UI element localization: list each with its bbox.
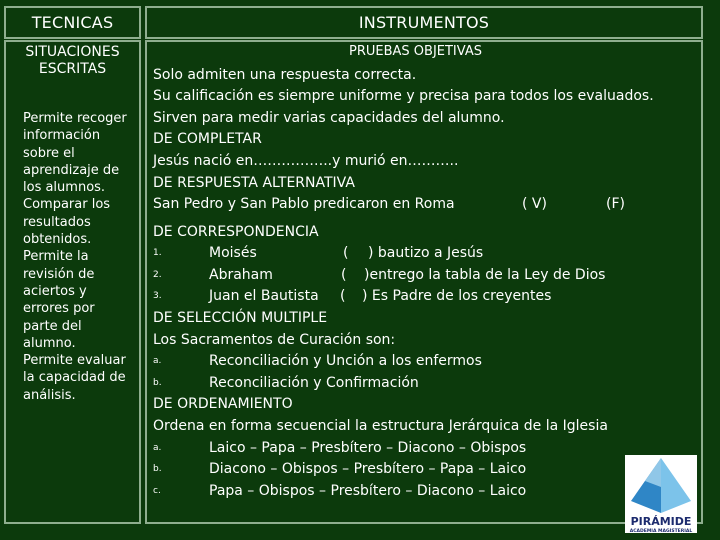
description-line: errores por	[23, 301, 95, 317]
ordenamiento-instruction: Ordena en forma secuencial la estructura Jerárquica de la Iglesia	[153, 418, 608, 434]
tecnicas-cell	[4, 40, 141, 524]
list-marker: a.	[153, 356, 162, 366]
seleccion-option: Reconciliación y Confirmación	[209, 375, 419, 391]
description-line: revisión de	[23, 266, 95, 282]
description-line: parte del	[23, 318, 82, 334]
description-line: Permite recoger	[23, 111, 127, 126]
match-answer: ) Es Padre de los creyentes	[362, 288, 552, 304]
intro-line: Su calificación es siempre uniforme y precisa para todos los evaluados.	[153, 88, 654, 104]
list-marker: a.	[153, 443, 162, 453]
description-line: aprendizaje de	[23, 162, 120, 178]
section-heading-ordenamiento: DE ORDENAMIENTO	[153, 396, 293, 412]
description-line: alumno.	[23, 335, 76, 351]
technique-title	[6, 44, 139, 78]
match-item: Juan el Bautista	[209, 288, 319, 304]
match-paren: (	[341, 267, 347, 283]
ordenamiento-option: Laico – Papa – Presbítero – Diacono – Obispos	[209, 440, 527, 456]
logo-name: PIRÁMIDE	[630, 515, 692, 528]
list-marker: b.	[153, 378, 162, 388]
completar-example: Jesús nació en……………..y murió en………..	[153, 153, 459, 169]
header-tecnicas-cell	[4, 6, 141, 39]
description-line: Comparar los	[23, 197, 111, 213]
description-line: los alumnos.	[23, 180, 106, 196]
technique-description	[23, 110, 141, 404]
instrument-title: PRUEBAS OBJETIVAS	[349, 44, 482, 59]
list-marker: 1.	[153, 248, 162, 258]
match-item: Moisés	[209, 245, 257, 261]
description-line: información	[23, 128, 101, 144]
header-tecnicas: TECNICAS	[31, 13, 114, 32]
section-heading-alternativa: DE RESPUESTA ALTERNATIVA	[153, 175, 355, 191]
match-answer: )entrego la tabla de la Ley de Dios	[364, 267, 606, 283]
match-paren: (	[343, 245, 349, 261]
section-heading-correspondencia: DE CORRESPONDENCIA	[153, 224, 319, 240]
intro-line: Sirven para medir varias capacidades del alumno.	[153, 110, 505, 126]
seleccion-option: Reconciliación y Unción a los enfermos	[209, 353, 482, 369]
description-line: análisis.	[23, 387, 76, 403]
description-line: sobre el	[23, 145, 75, 161]
description-line: la capacidad de	[23, 370, 126, 386]
list-marker: 3.	[153, 291, 162, 301]
piramide-logo	[625, 455, 697, 533]
description-line: resultados	[23, 214, 91, 230]
list-marker: 2.	[153, 270, 162, 280]
list-marker: c.	[153, 486, 161, 496]
description-line: Permite la	[23, 249, 89, 265]
match-answer: ) bautizo a Jesús	[368, 245, 484, 261]
option-true: ( V)	[522, 196, 547, 212]
ordenamiento-option: Papa – Obispos – Presbítero – Diacono – Laico	[209, 483, 527, 499]
description-line: obtenidos.	[23, 232, 92, 248]
list-marker: b.	[153, 464, 162, 474]
match-item: Abraham	[209, 267, 273, 283]
description-line: aciertos y	[23, 283, 87, 299]
intro-line: Solo admiten una respuesta correcta.	[153, 67, 417, 83]
header-instrumentos: INSTRUMENTOS	[358, 13, 490, 32]
option-false: (F)	[606, 196, 625, 212]
technique-title-line: ESCRITAS	[38, 61, 107, 77]
alternativa-statement: San Pedro y San Pablo predicaron en Roma	[153, 196, 455, 212]
ordenamiento-option: Diacono – Obispos – Presbítero – Papa – Laico	[209, 461, 527, 477]
section-heading-completar: DE COMPLETAR	[153, 131, 262, 147]
match-paren: (	[340, 288, 346, 304]
section-heading-seleccion: DE SELECCIÓN MULTIPLE	[153, 310, 328, 326]
logo-tagline: ACADEMIA MAGISTERIAL	[629, 529, 693, 533]
description-line: Permite evaluar	[23, 353, 126, 369]
technique-title-line: SITUACIONES	[25, 44, 120, 60]
header-instrumentos-cell	[145, 6, 703, 39]
pyramid-icon	[625, 455, 697, 533]
seleccion-question: Los Sacramentos de Curación son:	[153, 332, 396, 348]
